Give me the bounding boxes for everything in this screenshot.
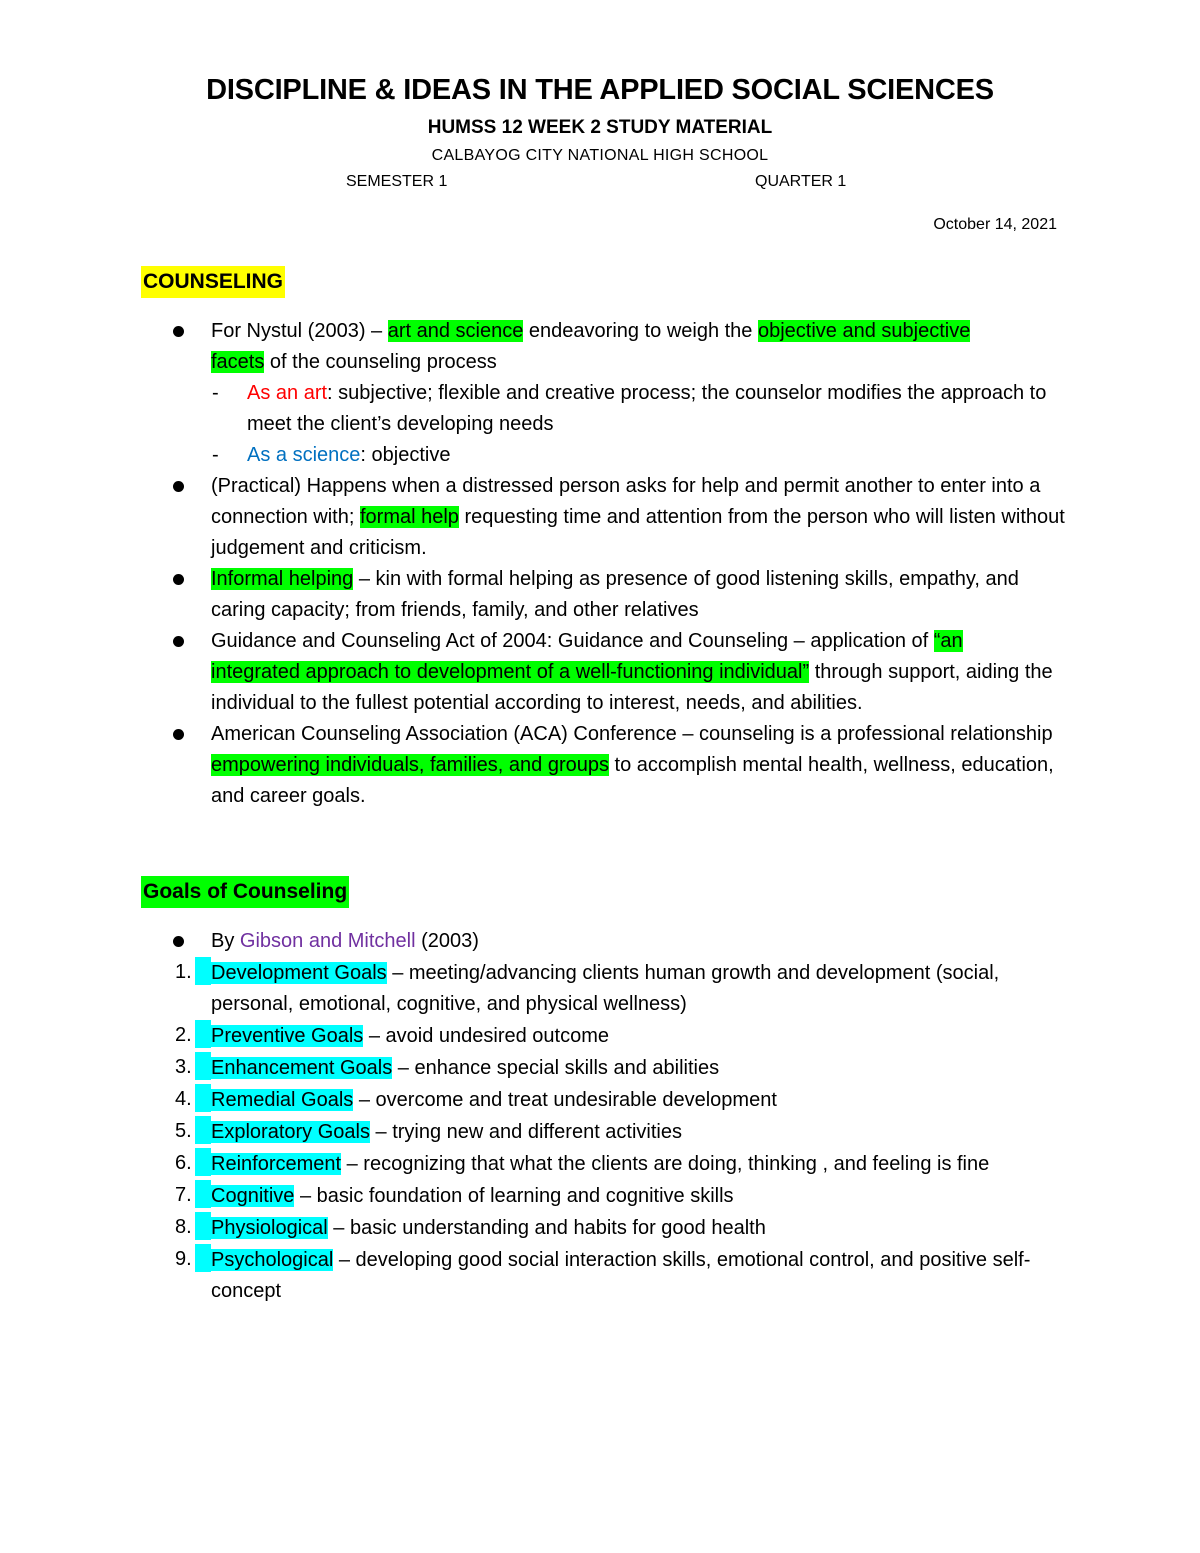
goal-description: – avoid undesired outcome [363,1025,610,1047]
goal-description: – recognizing that what the clients are doing, thinking , and feeling is fine [341,1153,990,1175]
goal-number: 6. [175,1152,192,1174]
goal-number: 4. [175,1088,192,1110]
bullet-icon [173,481,184,492]
goal-term: Psychological [211,1249,334,1271]
counseling-item-2: (Practical) Happens when a distressed person asks for help and permit another to enter into a connection with; formal help requesting time and attention from the person who will listen without judgement and criticism. [0,471,1071,564]
goal-description: – trying new and different activities [369,1121,682,1143]
highlight-lead [195,1244,211,1272]
goals-list [0,926,1200,1307]
goal-item [0,1020,1071,1052]
document-title: DISCIPLINE & IDEAS IN THE APPLIED SOCIAL SCIENCES [206,74,994,106]
goal-item [0,1244,1071,1307]
goal-term: Cognitive [211,1185,295,1207]
goals-intro: By Gibson and Mitchell (2003) [0,926,1071,957]
highlight-lead [195,1148,211,1176]
goal-term: Enhancement Goals [211,1057,393,1079]
goal-item [0,1148,1071,1180]
goal-term: Physiological [211,1217,328,1239]
goal-item [0,1212,1071,1244]
counseling-sub-science: - As a science: objective [212,444,451,466]
highlight-lead [195,1084,211,1112]
counseling-list [0,316,1200,812]
highlight-lead [195,1052,211,1080]
counseling-item-5: American Counseling Association (ACA) Conference – counseling is a professional relationship empowering individuals, families, and groups to accomplish mental health, wellness, education, and career goals. [0,719,1071,812]
goal-item [0,1052,1071,1084]
highlight-lead [195,1212,211,1240]
goal-description: – developing good social interaction skills, emotional control, and positive self-concept [211,1249,1031,1302]
goal-term: Remedial Goals [211,1089,354,1111]
highlight-lead [195,957,211,985]
bullet-icon [173,574,184,585]
goal-description: – overcome and treat undesirable development [353,1089,777,1111]
goals-heading: Goals of Counseling [141,876,349,908]
bullet-icon [173,636,184,647]
goal-item [0,1180,1071,1212]
counseling-sub-art: - As an art: subjective; flexible and creative process; the counselor modifies the approach to meet the client’s developing needs [212,382,1047,435]
goal-item [0,957,1071,1020]
goal-item [0,1084,1071,1116]
bullet-icon [173,326,184,337]
goal-number: 1. [175,961,192,983]
counseling-heading: COUNSELING [141,266,285,298]
goal-number: 9. [175,1248,192,1270]
goal-number: 7. [175,1184,192,1206]
highlight-lead [195,1116,211,1144]
counseling-item-3: Informal helping – kin with formal helping as presence of good listening skills, empathy, and caring capacity; from friends, family, and other relatives [0,564,1071,626]
goal-number: 3. [175,1056,192,1078]
goal-term: Exploratory Goals [211,1121,370,1143]
document-subtitle: HUMSS 12 WEEK 2 STUDY MATERIAL [427,117,773,138]
counseling-item-1: For Nystul (2003) – art and science endeavoring to weigh the objective and subjective facets of the counseling process [0,316,1071,378]
author-name: Gibson and Mitchell [239,930,416,952]
quarter-label: QUARTER 1 [755,173,847,190]
goal-term: Reinforcement [211,1153,342,1175]
goal-description: – basic foundation of learning and cognitive skills [294,1185,734,1207]
school-name: CALBAYOG CITY NATIONAL HIGH SCHOOL [431,147,769,164]
goal-number: 8. [175,1216,192,1238]
goal-number: 5. [175,1120,192,1142]
goal-term: Preventive Goals [211,1025,364,1047]
goal-term: Development Goals [211,962,387,984]
goal-description: – enhance special skills and abilities [392,1057,720,1079]
goal-item [0,1116,1071,1148]
art-label: As an art [247,382,328,404]
highlight-lead [195,1180,211,1208]
semester-label: SEMESTER 1 [346,173,448,190]
goal-number: 2. [175,1024,192,1046]
bullet-icon [173,729,184,740]
goal-description: – meeting/advancing clients human growth and development (social, personal, emotional, cognitive, and physical wellness) [211,962,1000,1015]
bullet-icon [173,936,184,947]
document-date: October 14, 2021 [933,216,1057,233]
science-label: As a science [247,444,361,466]
counseling-item-4: Guidance and Counseling Act of 2004: Guidance and Counseling – application of “an integrated approach to development of a well-functioning individual” through support, aiding the individual to the fullest potential according to interest, needs, and abilities. [0,626,1071,719]
highlight-lead [195,1020,211,1048]
goal-description: – basic understanding and habits for good health [327,1217,766,1239]
